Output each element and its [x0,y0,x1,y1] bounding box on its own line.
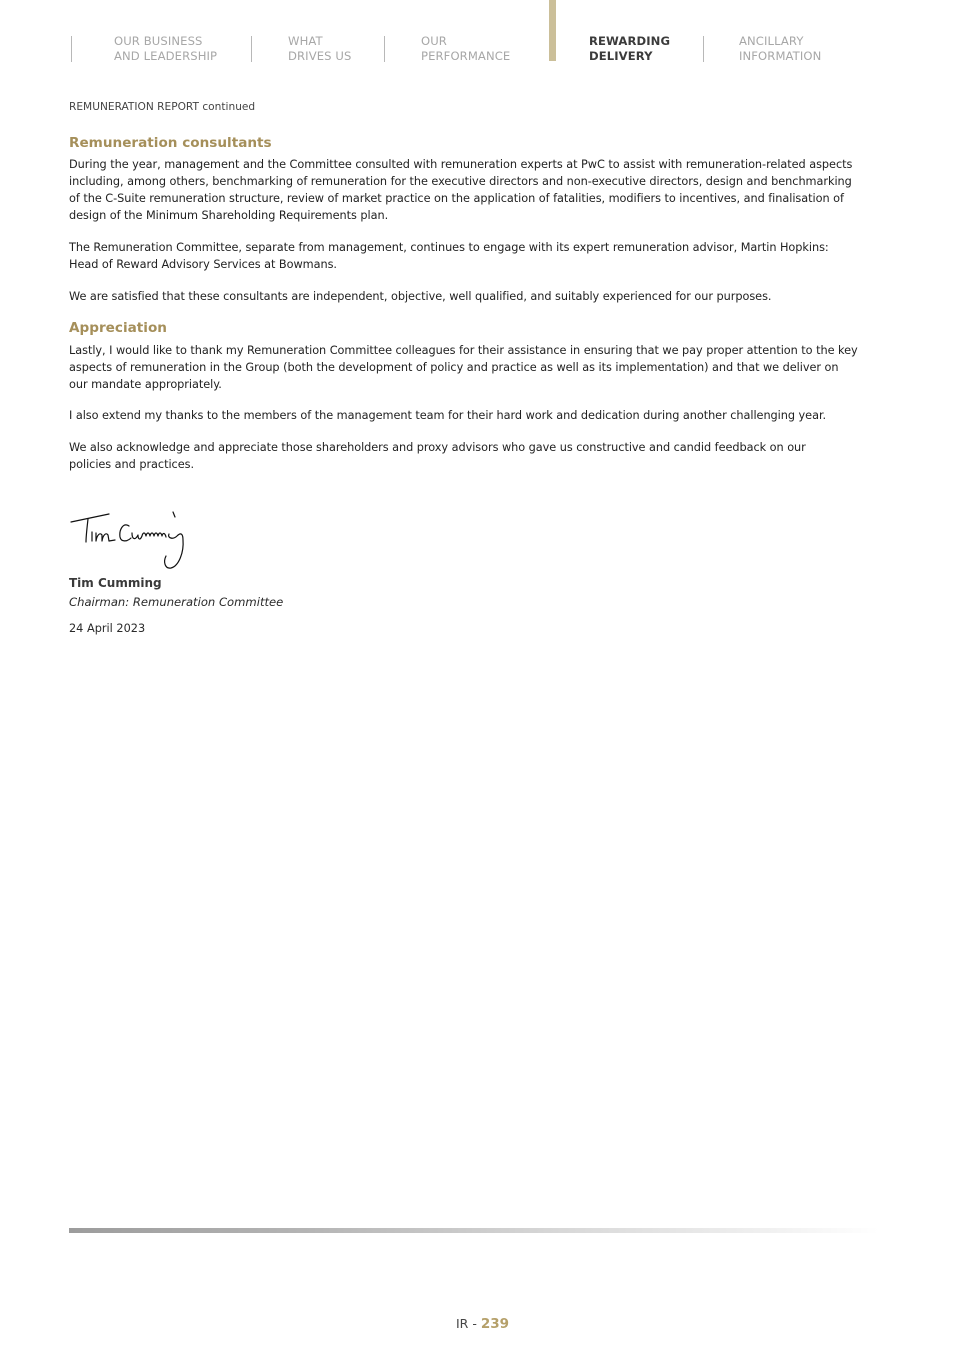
nav-tab-our-business[interactable] [114,34,217,64]
text-line: We are satisfied that these consultants are independent, objective, well qualified, and suitably experienced for our purposes. [69,290,772,303]
signer-name: Tim Cumming [69,576,162,590]
text-line: Lastly, I would like to thank my Remuneration Committee colleagues for their assistance in ensuring that we pay proper attention to the key [69,344,858,357]
text-line: including, among others, benchmarking of remuneration for the executive directors and non-executive directors, design and benchmarking [69,175,852,188]
nav-divider [251,36,252,62]
nav-tab-label-line2: PERFORMANCE [421,49,511,63]
nav-tab-label-line2: AND LEADERSHIP [114,49,218,63]
text-line: I also extend my thanks to the members of the management team for their hard work and dedication during another challenging year. [69,409,827,422]
text-line: design of the Minimum Shareholding Requirements plan. [69,209,389,222]
paragraph [69,239,899,273]
signature-icon [69,508,194,572]
nav-divider [384,36,385,62]
page-number-prefix: IR - [455,1316,481,1331]
heading-appreciation: Appreciation [69,320,167,336]
text-line: Head of Reward Advisory Services at Bowmans. [69,258,337,271]
nav-tab-label-line1: WHAT [288,34,323,48]
text-line: We also acknowledge and appreciate those shareholders and proxy advisors who gave us constructive and candid feedback on our [69,441,806,454]
page-number-value: 239 [480,1316,510,1332]
nav-tab-our-performance[interactable] [421,34,510,64]
nav-tab-label-line1: OUR BUSINESS [114,34,203,48]
nav-tab-rewarding-delivery[interactable] [589,34,670,64]
signer-title: Chairman: Remuneration Committee [69,595,284,609]
active-tab-indicator [549,0,556,61]
nav-tab-what-drives-us[interactable] [288,34,351,64]
nav-tab-label-line2: INFORMATION [739,49,822,63]
text-line: aspects of remuneration in the Group (both the development of policy and practice as well as its implementation) and that we deliver on [69,361,839,374]
section-label: REMUNERATION REPORT continued [69,101,256,113]
nav-tab-label-line1: OUR [421,34,447,48]
heading-remuneration-consultants: Remuneration consultants [69,135,272,151]
text-line: During the year, management and the Committee consulted with remuneration experts at PwC to assist with remuneration-related aspects [69,158,853,171]
footer-divider [69,1228,879,1233]
text-line: The Remuneration Committee, separate from management, continues to engage with its expert remuneration advisor, Martin Hopkins: [69,241,829,254]
page-number [0,1316,965,1332]
section-navigation [0,0,965,70]
nav-divider [703,36,704,62]
nav-tab-label-line1: REWARDING [589,34,671,48]
paragraph [69,407,899,424]
sign-date: 24 April 2023 [69,622,146,635]
paragraph [69,439,899,473]
nav-divider [71,36,72,62]
paragraph [69,156,899,224]
nav-tab-label-line2: DRIVES US [288,49,352,63]
text-line: our mandate appropriately. [69,378,222,391]
nav-tab-label-line1: ANCILLARY [739,34,804,48]
text-line: policies and practices. [69,458,194,471]
paragraph [69,342,899,393]
nav-tab-label-line2: DELIVERY [589,49,653,63]
nav-tab-ancillary-information[interactable] [739,34,821,64]
text-line: of the C-Suite remuneration structure, review of market practice on the application of fatalities, modifiers to incentives, and finalisation of [69,192,844,205]
paragraph [69,288,899,305]
